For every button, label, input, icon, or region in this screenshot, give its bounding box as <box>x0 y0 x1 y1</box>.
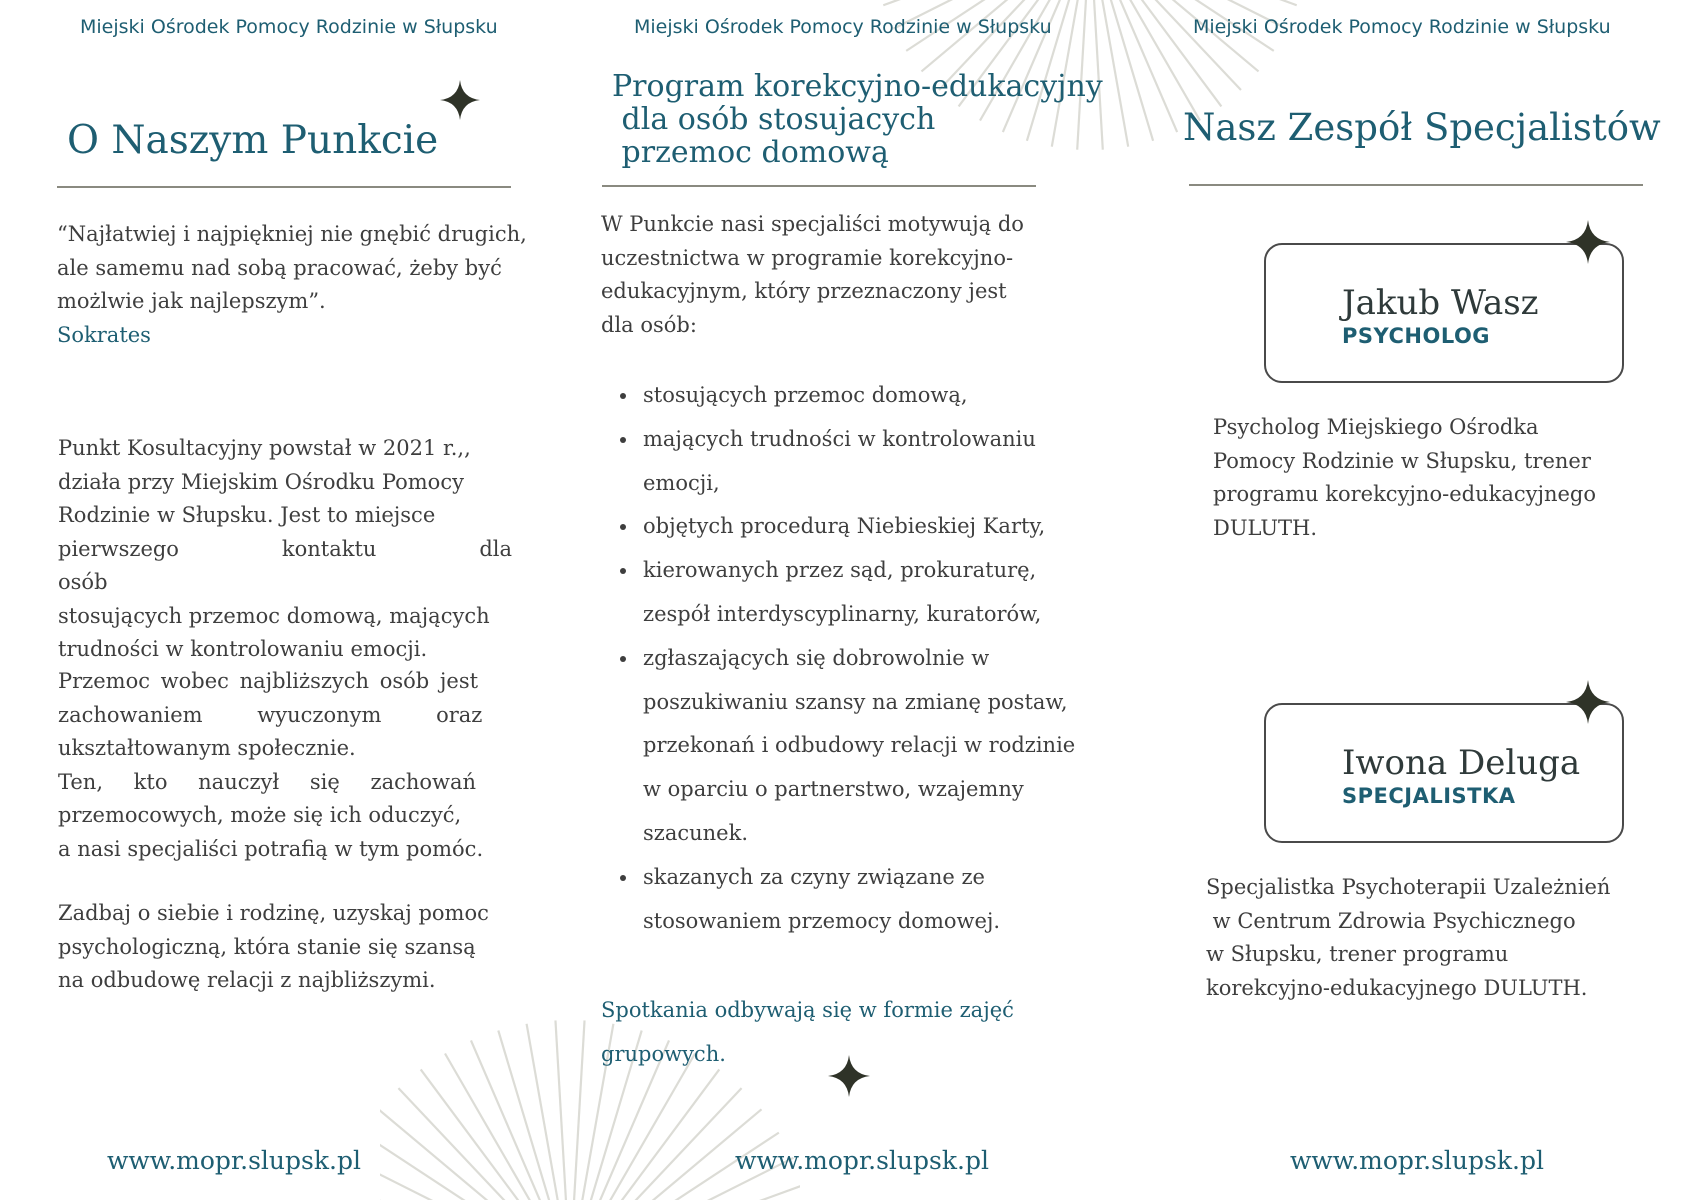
quote-line: “Najłatwiej i najpiękniej nie gnębić drugich, <box>57 222 527 246</box>
list-item <box>620 549 1090 637</box>
left-panel-divider <box>57 186 511 188</box>
paragraph-line: trudności w kontrolowaniu emocji. <box>58 637 428 661</box>
sunburst-ray <box>618 1088 742 1200</box>
list-item <box>620 418 1090 506</box>
sparkle-star-icon <box>828 1055 870 1097</box>
program-intro <box>601 208 1071 342</box>
about-paragraph-2 <box>58 665 512 866</box>
title-line: dla osób stosujacych <box>612 102 936 137</box>
quote-line: możlwie jak najlepszym”. <box>57 289 326 313</box>
title-line: przemoc domową <box>612 135 889 170</box>
list-item-line: poszukiwaniu szansy na zmianę postaw, <box>643 689 1068 714</box>
specialist-card-1 <box>1264 243 1624 383</box>
specialist-role: SPECJALISTKA <box>1342 784 1516 808</box>
paragraph-line: psychologiczną, która stanie się szansą <box>58 934 476 959</box>
list-item-line: w oparciu o partnerstwo, wzajemny <box>643 777 1024 802</box>
paragraph-line: działa przy Miejskim Ośrodku Pomocy <box>58 469 464 494</box>
intro-line: edukacyjnym, który przeznaczony jest <box>601 279 1007 303</box>
intro-line: W Punkcie nasi specjaliści motywują do <box>601 212 1024 236</box>
sparkle-star-icon <box>1566 220 1610 264</box>
right-panel-divider <box>1189 184 1643 186</box>
about-paragraph-1 <box>58 432 512 667</box>
specialist-card-2 <box>1264 703 1624 843</box>
list-item-line: przekonań i odbudowy relacji w rodzinie <box>643 733 1076 758</box>
description-line: Pomocy Rodzinie w Słupsku, trener <box>1213 448 1591 473</box>
specialist-name: Jakub Wasz <box>1342 283 1539 323</box>
paragraph-line: Punkt Kosultacyjny powstał w 2021 r.,, <box>58 436 471 460</box>
sunburst-ray <box>1131 0 1241 90</box>
sunburst-ray <box>574 1020 584 1200</box>
left-panel-title: O Naszym Punkcie <box>67 118 439 163</box>
quote <box>57 218 537 352</box>
description-line: Specjalistka Psychoterapii Uzależnień <box>1206 875 1611 899</box>
website-link-left[interactable]: www.mopr.slupsk.pl <box>107 1146 361 1175</box>
specialist-description-1 <box>1213 411 1643 545</box>
paragraph-line: Rodzinie w Słupsku. Jest to miejsce <box>58 503 436 527</box>
sunburst-ray <box>883 0 1033 5</box>
paragraph-line: Zadbaj o siebie i rodzinę, uzyskaj pomoc <box>58 901 489 925</box>
list-item <box>620 856 1090 944</box>
website-link-right[interactable]: www.mopr.slupsk.pl <box>1290 1146 1544 1175</box>
organization-header-middle: Miejski Ośrodek Pomocy Rodzinie w Słupsku <box>634 16 1052 38</box>
paragraph-line: zachowaniem wyuczonym oraz <box>58 702 483 727</box>
middle-panel-divider <box>602 185 1036 187</box>
note-line: grupowych. <box>601 1042 726 1066</box>
target-groups-list <box>620 374 1090 943</box>
paragraph-line: Ten, kto nauczył się zachowań <box>58 769 477 794</box>
sunburst-ray <box>445 1053 535 1200</box>
sunburst-ray <box>1100 0 1128 147</box>
list-item <box>620 505 1090 549</box>
quote-author: Sokrates <box>57 322 151 347</box>
sparkle-star-icon <box>1566 680 1610 724</box>
organization-header-left: Miejski Ośrodek Pomocy Rodzinie w Słupsku <box>80 16 498 38</box>
list-item-line: stosowaniem przemocy domowej. <box>643 908 1001 933</box>
paragraph-line: a nasi specjaliści potrafią w tym pomóc. <box>58 836 484 861</box>
description-line: w Centrum Zdrowia Psychicznego <box>1206 908 1576 933</box>
paragraph-line: stosujących przemoc domową, mających <box>58 603 490 628</box>
paragraph-line: przemocowych, może się ich oduczyć, <box>58 803 462 827</box>
specialist-description-2 <box>1206 871 1666 1005</box>
description-line: programu korekcyjno-edukacyjnego <box>1213 482 1597 506</box>
sunburst-ray <box>1146 0 1296 5</box>
paragraph-line: na odbudowę relacji z najbliższymi. <box>58 968 436 992</box>
paragraph-line: pierwszego kontaktu dla osób <box>58 536 512 594</box>
list-item-line: emocji, <box>643 470 720 495</box>
list-item <box>620 637 1090 856</box>
paragraph-line: Przemoc wobec najbliższych osób jest <box>58 669 479 693</box>
intro-line: dla osób: <box>601 312 697 337</box>
list-item-line: mających trudności w kontrolowaniu <box>643 426 1036 451</box>
description-line: w Słupsku, trener programu <box>1206 942 1509 966</box>
list-item-line: objętych procedurą Niebieskiej Karty, <box>643 514 1046 539</box>
quote-line: ale samemu nad sobą pracować, żeby być <box>57 255 502 280</box>
description-line: Psycholog Miejskiego Ośrodka <box>1213 415 1539 439</box>
list-item-line: zgłaszających się dobrowolnie w <box>643 645 990 670</box>
list-item-line: skazanych za czyny związane ze <box>643 864 985 889</box>
description-line: korekcyjno-edukacyjnego DULUTH. <box>1206 975 1588 1000</box>
list-item-line: kierowanych przez sąd, prokuraturę, <box>643 558 1037 583</box>
intro-line: uczestnictwa w programie korekcyjno- <box>601 245 1014 270</box>
specialist-name: Iwona Deluga <box>1342 743 1581 783</box>
organization-header-right: Miejski Ośrodek Pomocy Rodzinie w Słupsku <box>1193 16 1611 38</box>
specialist-role: PSYCHOLOG <box>1342 324 1491 348</box>
sunburst-ray <box>555 1020 565 1200</box>
list-item-line: zespół interdyscyplinarny, kuratorów, <box>643 601 1042 626</box>
right-panel-title: Nasz Zespół Specjalistów <box>1183 106 1661 149</box>
paragraph-line: ukształtowanym społecznie. <box>58 736 356 760</box>
title-line: Program korekcyjno-edukacyjny <box>612 69 1103 104</box>
sunburst-ray <box>636 1184 800 1200</box>
middle-panel-title <box>612 70 1103 169</box>
sunburst-ray <box>380 1109 516 1200</box>
list-item-line: stosujących przemoc domową, <box>643 383 968 407</box>
note-line: Spotkania odbywają się w formie zajęć <box>601 998 1014 1022</box>
sunburst-ray <box>398 1088 522 1200</box>
list-item-line: szacunek. <box>643 820 748 845</box>
list-item <box>620 374 1090 418</box>
about-paragraph-3 <box>58 897 518 998</box>
description-line: DULUTH. <box>1213 515 1318 540</box>
website-link-middle[interactable]: www.mopr.slupsk.pl <box>735 1146 989 1175</box>
sparkle-star-icon <box>440 80 480 120</box>
